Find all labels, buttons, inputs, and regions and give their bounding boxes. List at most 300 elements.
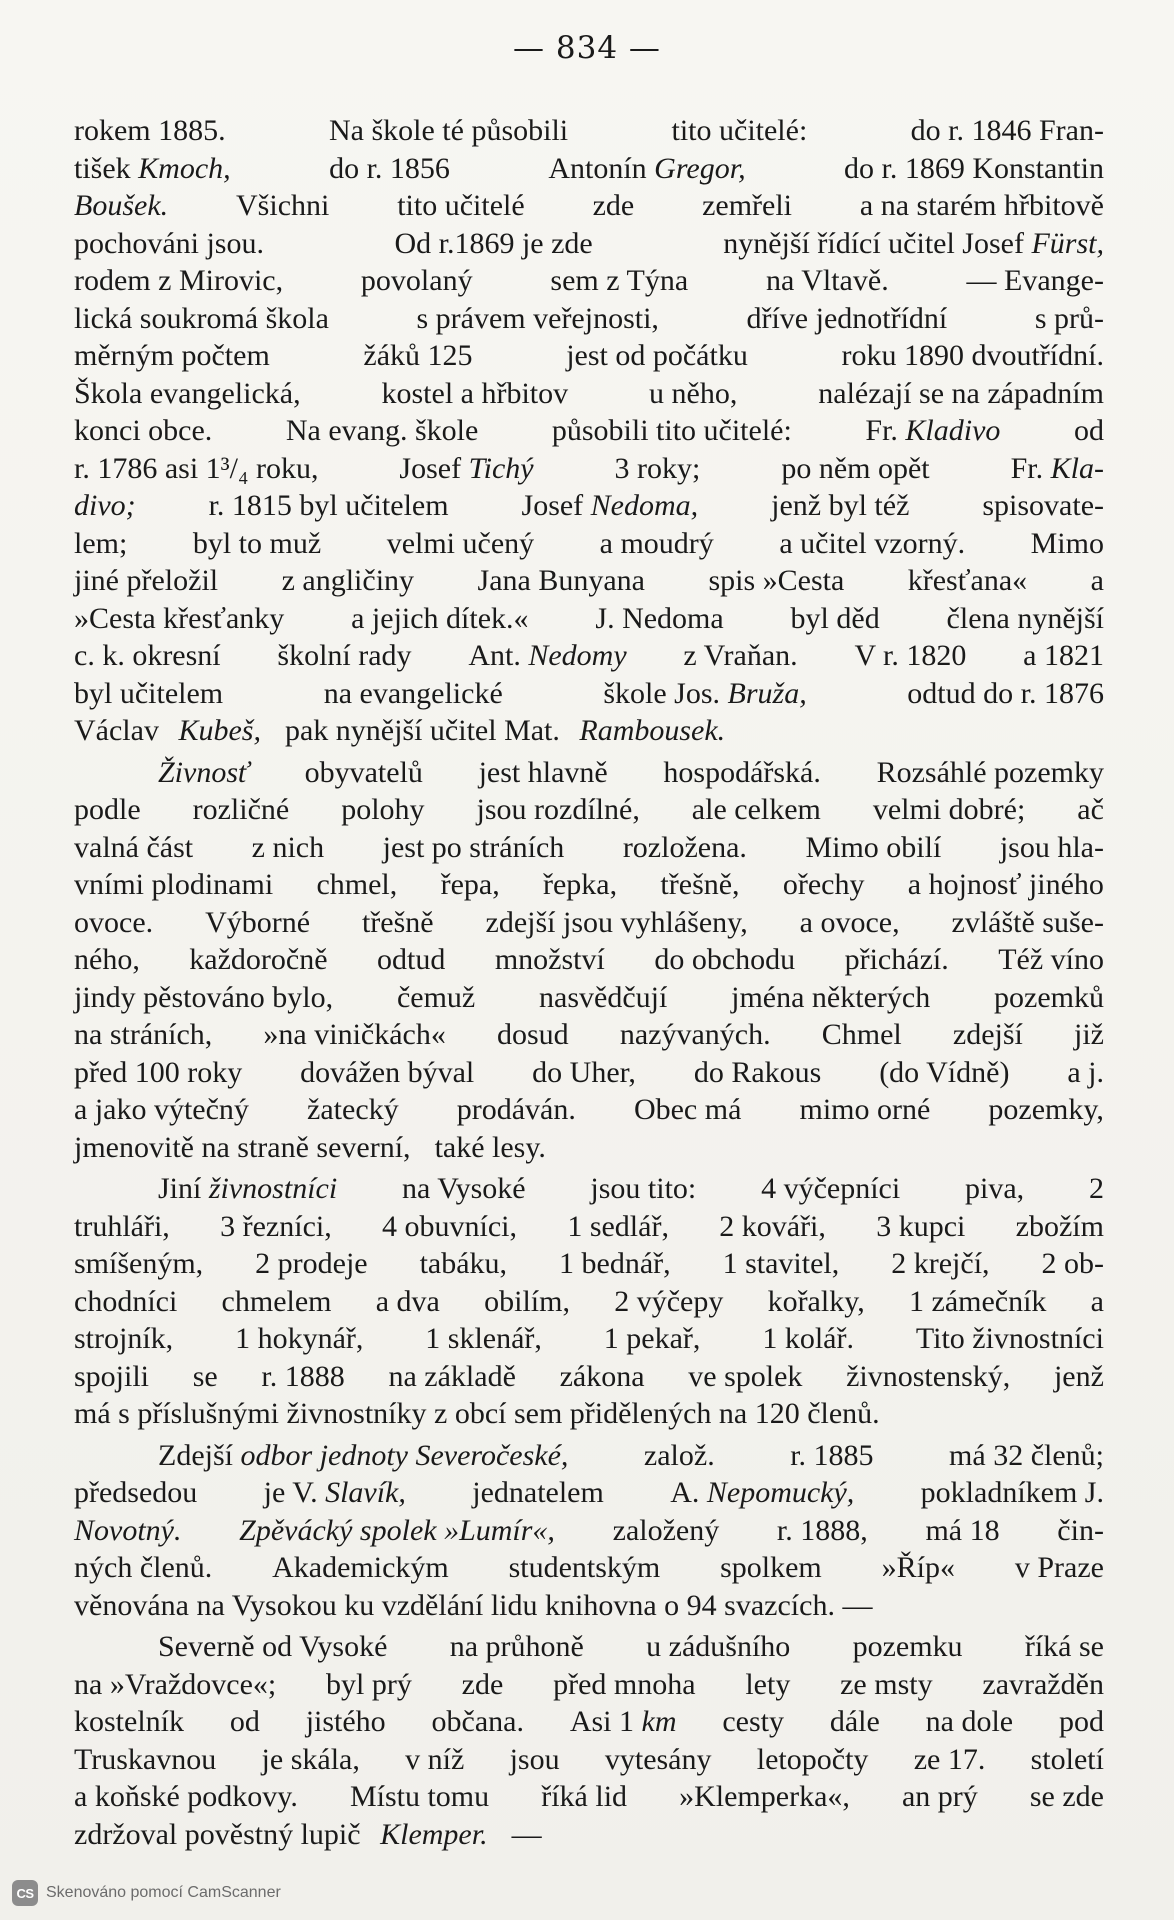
text-segment bbox=[952, 904, 1104, 942]
text-run: zavražděn bbox=[982, 1667, 1104, 1701]
text-run: Též víno bbox=[998, 943, 1104, 976]
italic-name: odbor jednoty Severočeské, bbox=[240, 1438, 569, 1472]
text-segment bbox=[74, 904, 153, 942]
text-segment bbox=[777, 1512, 868, 1550]
text-segment bbox=[800, 1091, 931, 1129]
italic-name: Klemper. bbox=[380, 1817, 488, 1851]
text-segment bbox=[603, 675, 806, 713]
text-segment bbox=[74, 1512, 181, 1550]
text-segment bbox=[522, 487, 699, 525]
text-segment bbox=[998, 941, 1104, 979]
text-run: pod bbox=[1058, 1705, 1104, 1738]
text-segment bbox=[926, 1703, 1013, 1741]
text-run: odtud bbox=[377, 943, 446, 976]
text-line bbox=[74, 1512, 1104, 1550]
text-segment bbox=[230, 1703, 260, 1741]
italic-name: Nedoma, bbox=[590, 489, 699, 522]
text-segment bbox=[921, 1474, 1104, 1512]
text-run: a bbox=[1090, 564, 1104, 597]
text-run: pozemky, bbox=[988, 1093, 1104, 1126]
text-run: povolaný bbox=[360, 264, 473, 297]
text-line bbox=[74, 450, 1104, 488]
text-segment bbox=[432, 1703, 524, 1741]
text-segment bbox=[994, 979, 1104, 1017]
text-segment bbox=[193, 791, 290, 829]
text-segment bbox=[723, 1245, 840, 1283]
text-segment bbox=[402, 1170, 526, 1208]
text-segment bbox=[902, 1778, 978, 1816]
text-run: jsou tito: bbox=[590, 1172, 697, 1205]
text-line bbox=[74, 1778, 1104, 1816]
text-line bbox=[74, 1741, 1104, 1779]
text-segment bbox=[74, 1054, 242, 1092]
text-run: jsou bbox=[509, 1742, 560, 1776]
text-segment bbox=[548, 150, 745, 188]
text-segment bbox=[158, 1437, 568, 1475]
text-run: a ovoce, bbox=[799, 905, 900, 939]
text-run: Jiní bbox=[158, 1172, 209, 1205]
text-run: žatecký bbox=[307, 1093, 399, 1126]
text-segment bbox=[74, 1283, 177, 1321]
text-segment bbox=[781, 450, 929, 488]
text-run: jest po stráních bbox=[382, 830, 565, 864]
text-segment bbox=[74, 225, 264, 263]
text-run: zbožím bbox=[1015, 1209, 1104, 1243]
text-segment bbox=[620, 1016, 771, 1054]
text-line bbox=[74, 412, 1104, 450]
text-line bbox=[74, 150, 1104, 188]
text-segment bbox=[1054, 1358, 1104, 1396]
text-run: Fr. bbox=[1010, 451, 1051, 485]
text-run: ve spolek bbox=[688, 1359, 803, 1393]
text-line bbox=[74, 754, 1104, 792]
text-segment bbox=[925, 1512, 999, 1550]
text-segment bbox=[570, 1703, 677, 1741]
text-run: století bbox=[1030, 1742, 1104, 1776]
text-run: má 18 bbox=[925, 1513, 1000, 1547]
text-segment bbox=[420, 1245, 507, 1283]
text-run: a koňské podkovy. bbox=[74, 1780, 298, 1813]
italic-name: Bruža, bbox=[727, 676, 807, 710]
text-segment bbox=[388, 1358, 515, 1396]
text-segment bbox=[74, 637, 221, 675]
text-segment bbox=[479, 754, 608, 792]
text-run: podle bbox=[74, 793, 141, 826]
text-line bbox=[74, 829, 1104, 867]
text-run: tišek bbox=[74, 151, 139, 185]
text-segment bbox=[719, 1208, 826, 1246]
text-run: c. k. okresní bbox=[74, 639, 221, 672]
text-run: živnostenský, bbox=[846, 1359, 1011, 1393]
text-segment bbox=[512, 1816, 554, 1854]
text-run: spis »Cesta bbox=[708, 564, 845, 597]
text-run: Tito živnostníci bbox=[915, 1322, 1104, 1355]
text-segment bbox=[692, 791, 821, 829]
text-run: 1 zámečník bbox=[909, 1284, 1047, 1318]
text-segment bbox=[720, 1549, 822, 1587]
text-segment bbox=[688, 1358, 802, 1396]
text-run: 2 výčepy bbox=[614, 1284, 724, 1318]
text-run: z nich bbox=[251, 830, 325, 864]
text-run: u zádušního bbox=[646, 1630, 791, 1663]
text-run: dále bbox=[829, 1705, 880, 1738]
text-run: 2 prodeje bbox=[255, 1247, 368, 1280]
text-segment bbox=[351, 600, 528, 638]
text-segment bbox=[722, 1703, 784, 1741]
text-segment bbox=[306, 1703, 386, 1741]
text-segment bbox=[74, 300, 329, 338]
text-run: Mimo bbox=[1030, 526, 1104, 560]
text-segment bbox=[272, 1549, 449, 1587]
text-segment bbox=[158, 1170, 337, 1208]
text-run: lická soukromá škola bbox=[74, 301, 329, 335]
text-run: (do Vídně) bbox=[879, 1055, 1010, 1089]
text-run: byl učitelem bbox=[74, 676, 224, 710]
text-run: truhláři, bbox=[74, 1209, 170, 1243]
text-run: sem z Týna bbox=[550, 264, 689, 297]
text-segment bbox=[560, 1358, 645, 1396]
text-segment bbox=[679, 1778, 850, 1816]
text-run: zde bbox=[592, 189, 635, 222]
text-run: řepka, bbox=[543, 868, 618, 901]
text-run: a dva bbox=[375, 1284, 440, 1318]
text-run: Václav bbox=[74, 714, 167, 747]
text-run: věnována na Vysokou ku vzdělání lidu knihovna o 94 svazcích. — bbox=[74, 1588, 873, 1622]
text-run: z Vraňan. bbox=[683, 639, 798, 672]
text-segment bbox=[683, 637, 797, 675]
text-line bbox=[74, 1437, 1104, 1475]
text-segment bbox=[876, 1208, 965, 1246]
text-run: kostel a hřbitov bbox=[381, 376, 569, 410]
text-run: Truskavnou bbox=[74, 1742, 217, 1776]
text-segment bbox=[593, 187, 635, 225]
text-run: prodáván. bbox=[456, 1093, 576, 1126]
text-segment bbox=[74, 412, 212, 450]
text-segment bbox=[702, 187, 792, 225]
text-run: předsedou bbox=[74, 1476, 198, 1509]
text-line bbox=[74, 1587, 1104, 1625]
text-run: »Říp« bbox=[881, 1551, 955, 1584]
text-run: třešně bbox=[361, 905, 434, 939]
text-segment bbox=[477, 791, 640, 829]
text-segment bbox=[1035, 300, 1104, 338]
text-line bbox=[74, 904, 1104, 942]
text-segment bbox=[382, 375, 569, 413]
text-segment bbox=[1015, 1549, 1104, 1587]
text-segment bbox=[590, 1170, 696, 1208]
text-run: polohy bbox=[341, 793, 425, 826]
text-segment bbox=[277, 637, 411, 675]
text-run: letopočty bbox=[756, 1742, 869, 1776]
text-segment bbox=[264, 1474, 406, 1512]
text-segment bbox=[694, 1054, 822, 1092]
text-segment bbox=[435, 1129, 558, 1167]
text-segment bbox=[74, 791, 141, 829]
text-run: Josef bbox=[521, 489, 591, 522]
text-segment bbox=[623, 829, 747, 867]
text-run: říká se bbox=[1024, 1630, 1104, 1663]
text-segment bbox=[74, 1320, 173, 1358]
italic-name: Slavík, bbox=[325, 1476, 406, 1509]
text-segment bbox=[285, 712, 737, 750]
text-run: člena nynější bbox=[946, 601, 1104, 635]
text-run: ze 17. bbox=[913, 1742, 986, 1776]
text-run: řepa, bbox=[440, 868, 500, 901]
text-segment bbox=[417, 300, 659, 338]
text-line bbox=[74, 1628, 1104, 1666]
text-line bbox=[74, 941, 1104, 979]
text-run: zákona bbox=[559, 1359, 645, 1393]
text-line bbox=[74, 225, 1104, 263]
text-segment bbox=[329, 112, 568, 150]
text-run: dovážen býval bbox=[300, 1055, 475, 1089]
text-segment bbox=[670, 1474, 854, 1512]
text-run: rozličné bbox=[192, 793, 290, 826]
text-segment bbox=[362, 904, 434, 942]
text-segment bbox=[205, 904, 310, 942]
text-run: byl prý bbox=[326, 1667, 412, 1701]
text-segment bbox=[74, 866, 273, 904]
italic-name: živnostníci bbox=[208, 1172, 338, 1205]
text-segment bbox=[660, 866, 739, 904]
text-run: Akademickým bbox=[272, 1551, 449, 1584]
text-run: chmelem bbox=[221, 1284, 332, 1318]
italic-name: Novotný. bbox=[74, 1513, 182, 1547]
italic-name: Nedomy bbox=[528, 639, 627, 672]
text-segment bbox=[723, 225, 1104, 263]
text-segment bbox=[800, 904, 900, 942]
text-run: od bbox=[1073, 414, 1104, 447]
text-run: školní rady bbox=[277, 639, 412, 672]
text-line bbox=[74, 1129, 1104, 1167]
text-run: zde bbox=[461, 1667, 504, 1701]
text-segment bbox=[1025, 1628, 1104, 1666]
text-line bbox=[74, 487, 1104, 525]
text-segment bbox=[441, 866, 500, 904]
text-run: jistého bbox=[305, 1705, 386, 1738]
text-run: na evangelické bbox=[323, 676, 503, 710]
text-run: Na evang. škole bbox=[285, 414, 479, 447]
text-run: rokem 1885. bbox=[74, 114, 226, 147]
text-run: Fr. bbox=[865, 414, 906, 447]
text-line bbox=[74, 1703, 1104, 1741]
text-segment bbox=[1042, 1245, 1105, 1283]
text-run: má s příslušnými živnostníky z obcí sem přidělených na 120 členů. bbox=[74, 1397, 880, 1430]
text-segment bbox=[840, 1666, 932, 1704]
text-segment bbox=[74, 187, 168, 225]
text-segment bbox=[74, 562, 218, 600]
page-number: — 834 — bbox=[513, 30, 661, 66]
text-run: jsou rozdílné, bbox=[476, 793, 640, 826]
text-run: kostelník bbox=[74, 1705, 184, 1738]
text-run: tito učitelé: bbox=[671, 114, 808, 147]
text-run: smíšeným, bbox=[74, 1247, 204, 1280]
text-segment bbox=[766, 262, 889, 300]
italic-name: Kmoch, bbox=[138, 151, 231, 185]
text-run: a jako výtečný bbox=[74, 1093, 249, 1126]
text-run: r. 1815 byl učitelem bbox=[208, 489, 449, 522]
text-run: hospodářská. bbox=[663, 755, 821, 789]
text-segment bbox=[891, 1245, 989, 1283]
text-run: ných členů. bbox=[74, 1551, 213, 1584]
text-segment bbox=[387, 525, 534, 563]
text-segment bbox=[783, 866, 865, 904]
text-segment bbox=[397, 979, 475, 1017]
text-line bbox=[74, 562, 1104, 600]
text-segment bbox=[377, 941, 445, 979]
text-segment bbox=[550, 262, 688, 300]
text-segment bbox=[74, 1703, 184, 1741]
text-run: jsou hla- bbox=[999, 830, 1104, 864]
text-run: dosud bbox=[497, 1018, 569, 1051]
text-run: jména některých bbox=[731, 980, 931, 1014]
text-segment bbox=[613, 1512, 720, 1550]
text-segment bbox=[768, 1283, 865, 1321]
text-segment bbox=[914, 1741, 986, 1779]
text-segment bbox=[771, 487, 909, 525]
text-segment bbox=[779, 525, 965, 563]
text-segment bbox=[509, 1549, 661, 1587]
text-segment bbox=[762, 1320, 854, 1358]
text-run: a bbox=[1090, 1284, 1104, 1318]
text-segment bbox=[672, 112, 808, 150]
text-run: do r. 1846 Fran- bbox=[910, 114, 1104, 147]
text-segment bbox=[1089, 1170, 1104, 1208]
text-run: 2 kováři, bbox=[719, 1209, 826, 1243]
text-segment bbox=[394, 225, 592, 263]
text-line bbox=[74, 1549, 1104, 1587]
text-line bbox=[74, 600, 1104, 638]
text-run: Obec má bbox=[633, 1093, 742, 1126]
text-segment bbox=[495, 941, 605, 979]
text-segment bbox=[74, 712, 273, 750]
text-line bbox=[74, 1054, 1104, 1092]
text-segment bbox=[399, 450, 533, 488]
text-segment bbox=[1074, 412, 1104, 450]
text-run: do Uher, bbox=[532, 1055, 636, 1089]
text-run: zdejší bbox=[952, 1018, 1023, 1051]
text-segment bbox=[263, 1016, 445, 1054]
text-run: Jana Bunyana bbox=[477, 564, 645, 597]
text-line bbox=[74, 1474, 1104, 1512]
text-segment bbox=[911, 112, 1104, 150]
text-segment bbox=[967, 262, 1104, 300]
text-segment bbox=[746, 300, 947, 338]
text-segment bbox=[307, 1091, 399, 1129]
text-run: založený bbox=[612, 1513, 720, 1547]
text-line bbox=[74, 1091, 1104, 1129]
text-line bbox=[74, 112, 1104, 150]
text-segment bbox=[282, 562, 414, 600]
text-segment bbox=[1057, 1512, 1104, 1550]
text-segment bbox=[908, 866, 1104, 904]
text-run: Na škole té působili bbox=[329, 114, 569, 147]
text-run: obyvatelů bbox=[304, 755, 423, 789]
text-run: a moudrý bbox=[599, 526, 714, 560]
text-segment bbox=[497, 1016, 569, 1054]
text-run: 2 ob- bbox=[1041, 1247, 1104, 1280]
text-line bbox=[74, 712, 1104, 750]
text-segment bbox=[462, 1666, 504, 1704]
text-run: 4 obuvníci, bbox=[382, 1209, 518, 1243]
text-segment bbox=[74, 941, 140, 979]
text-run: se bbox=[192, 1359, 218, 1393]
watermark-text: Skenováno pomocí CamScanner bbox=[46, 1884, 281, 1901]
text-run: pochováni jsou. bbox=[74, 226, 264, 260]
text-segment bbox=[235, 1320, 363, 1358]
text-line bbox=[74, 791, 1104, 829]
text-run: an prý bbox=[901, 1780, 978, 1813]
text-run: v níž bbox=[405, 1742, 465, 1776]
text-run: ného, bbox=[74, 943, 140, 976]
text-run: pokladníkem J. bbox=[920, 1476, 1104, 1509]
text-segment bbox=[74, 337, 270, 375]
text-run: se zde bbox=[1029, 1780, 1104, 1813]
italic-name: Zpěvácký spolek »Lumír«, bbox=[239, 1513, 555, 1547]
text-segment bbox=[532, 1054, 636, 1092]
text-run: 1 hokynář, bbox=[235, 1322, 364, 1355]
text-run: 1 sklenář, bbox=[425, 1322, 542, 1355]
text-run: ze msty bbox=[840, 1667, 933, 1701]
text-segment bbox=[539, 979, 667, 1017]
text-run: jmenovitě na straně severní, bbox=[74, 1130, 411, 1164]
text-line bbox=[74, 675, 1104, 713]
text-segment bbox=[74, 1091, 249, 1129]
italic-name: Rambousek. bbox=[579, 714, 726, 747]
camscanner-logo-icon: CS bbox=[12, 1880, 38, 1906]
text-line bbox=[74, 1320, 1104, 1358]
text-run: na stráních, bbox=[74, 1018, 213, 1051]
text-segment bbox=[397, 187, 524, 225]
text-segment bbox=[805, 829, 941, 867]
text-run: cesty bbox=[722, 1705, 784, 1738]
text-line bbox=[74, 262, 1104, 300]
text-run: A. bbox=[670, 1476, 707, 1509]
text-segment bbox=[468, 637, 626, 675]
text-line bbox=[74, 300, 1104, 338]
text-run: ovoce. bbox=[74, 905, 154, 939]
text-line bbox=[74, 1395, 1104, 1433]
text-run: čemuž bbox=[396, 980, 476, 1014]
text-run: »Klemperka«, bbox=[679, 1780, 850, 1813]
text-run: občana. bbox=[431, 1705, 524, 1738]
text-run: jenž bbox=[1053, 1359, 1104, 1393]
text-run: Severně od Vysoké bbox=[158, 1630, 388, 1663]
text-segment bbox=[74, 600, 284, 638]
text-segment bbox=[74, 1358, 149, 1396]
text-run: Zdejší bbox=[158, 1438, 241, 1472]
text-run: na Vltavě. bbox=[765, 264, 889, 297]
text-segment bbox=[74, 829, 193, 867]
text-segment bbox=[965, 1170, 1024, 1208]
text-segment bbox=[74, 1208, 170, 1246]
text-run: J. Nedoma bbox=[595, 601, 724, 635]
text-line bbox=[74, 1358, 1104, 1396]
text-run: vními plodinami bbox=[74, 868, 274, 901]
text-line bbox=[74, 979, 1104, 1017]
text-run: velmi dobré; bbox=[872, 793, 1026, 826]
italic-name: Živnosť bbox=[158, 755, 249, 789]
text-segment bbox=[74, 1016, 212, 1054]
text-run: a na starém hřbitově bbox=[859, 189, 1104, 222]
text-run: nazývaných. bbox=[619, 1018, 771, 1051]
text-segment bbox=[74, 112, 226, 150]
text-segment bbox=[74, 1587, 884, 1625]
text-run: konci obce. bbox=[74, 414, 213, 447]
text-run: nasvědčují bbox=[539, 980, 668, 1014]
text-segment bbox=[567, 1208, 669, 1246]
text-segment bbox=[953, 1016, 1023, 1054]
